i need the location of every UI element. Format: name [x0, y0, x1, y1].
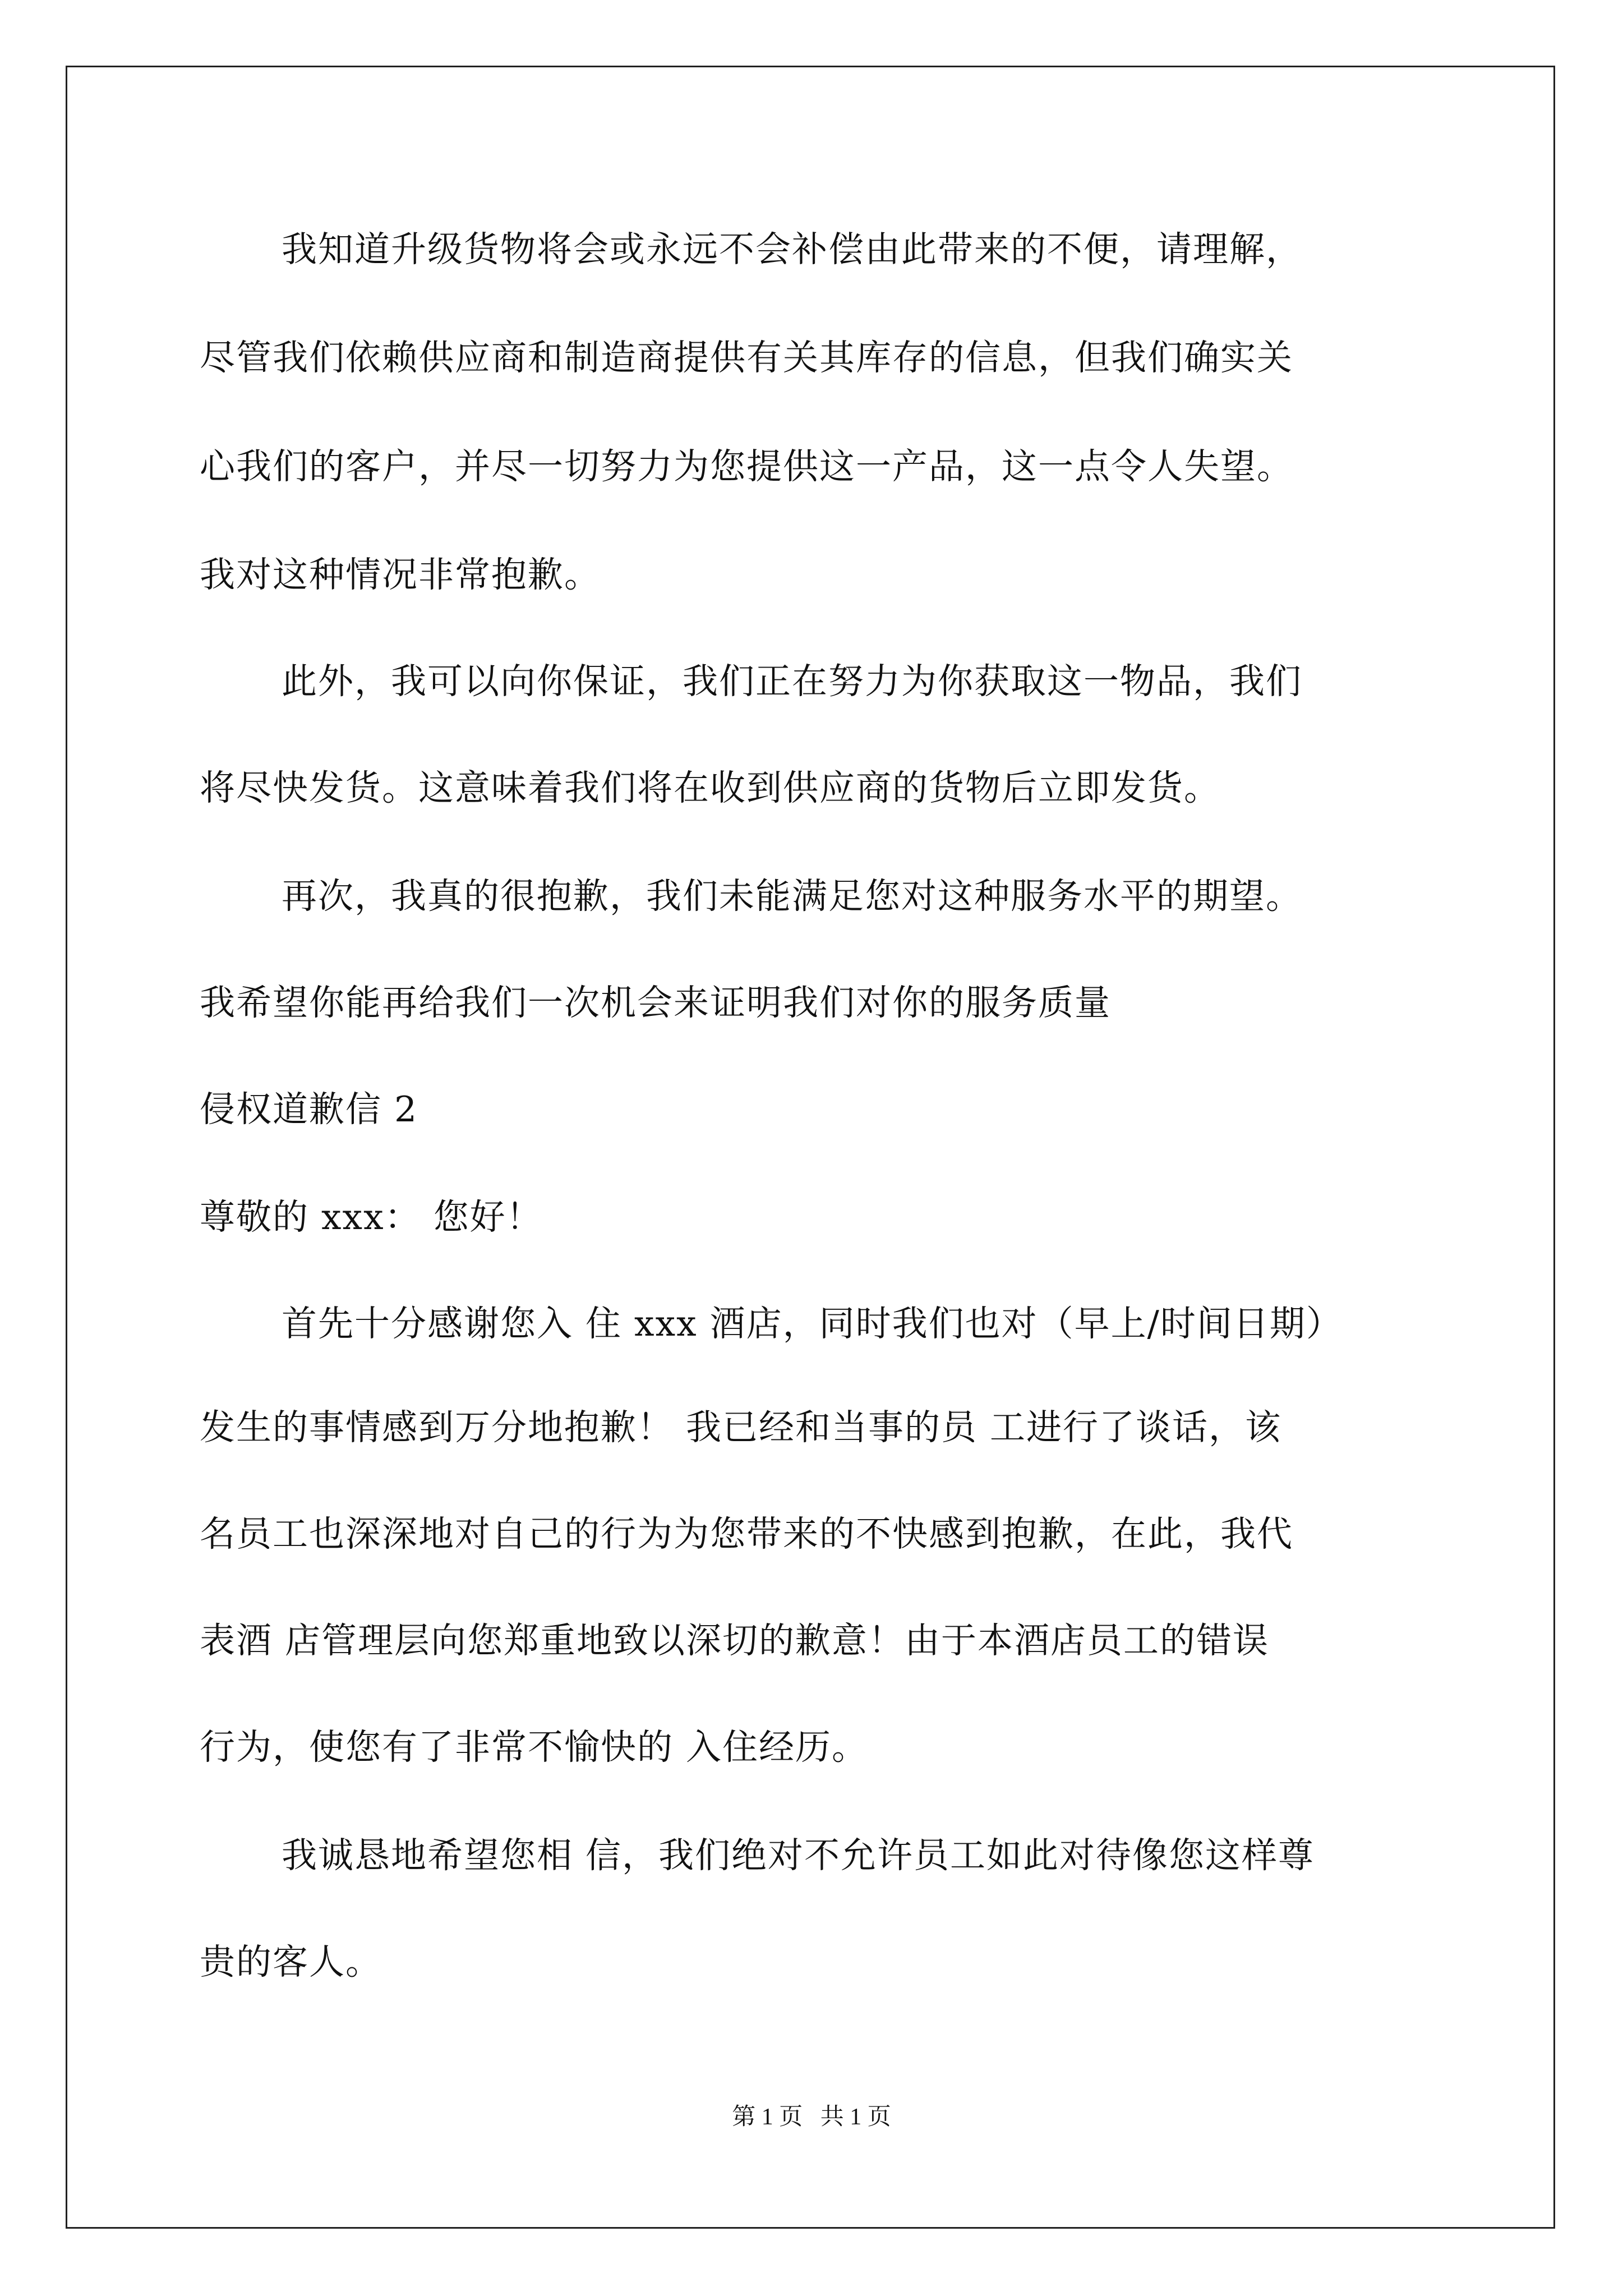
page-border — [66, 66, 1555, 2229]
body-line-12: 发生的事情感到万分地抱歉！ 我已经和当事的员 工进行了谈话，该 — [200, 1407, 1282, 1448]
section-heading: 侵权道歉信 2 — [200, 1089, 418, 1130]
body-line-2: 尽管我们依赖供应商和制造商提供有关其库存的信息，但我们确实关 — [200, 337, 1293, 378]
body-line-16: 我诚恳地希望您相 信，我们绝对不允许员工如此对待像您这样尊 — [282, 1835, 1315, 1876]
body-line-3: 心我们的客户，并尽一切努力为您提供这一产品，这一点令人失望。 — [200, 446, 1293, 487]
body-line-8: 我希望你能再给我们一次机会来证明我们对你的服务质量 — [200, 982, 1111, 1023]
body-line-1: 我知道升级货物将会或永远不会补偿由此带来的不便，请理解， — [282, 229, 1302, 270]
body-line-7: 再次，我真的很抱歉，我们未能满足您对这种服务水平的期望。 — [282, 876, 1302, 917]
body-line-6: 将尽快发货。这意味着我们将在收到供应商的货物后立即发货。 — [200, 767, 1220, 808]
page-footer: 第 1 页 共 1 页 — [732, 2104, 891, 2130]
body-line-11: 首先十分感谢您入 住 xxx 酒店，同时我们也对（早上/时间日期） — [282, 1303, 1343, 1344]
salutation: 尊敬的 xxx： 您好！ — [200, 1197, 543, 1237]
body-line-5: 此外，我可以向你保证，我们正在努力为你获取这一物品，我们 — [282, 661, 1302, 702]
body-line-17: 贵的客人。 — [200, 1941, 382, 1982]
body-line-15: 行为，使您有了非常不愉快的 入住经历。 — [200, 1727, 869, 1768]
body-line-14: 表酒 店管理层向您郑重地致以深切的歉意！由于本酒店员工的错误 — [200, 1620, 1270, 1661]
body-line-4: 我对这种情况非常抱歉。 — [200, 554, 601, 595]
body-line-13: 名员工也深深地对自己的行为为您带来的不快感到抱歉，在此，我代 — [200, 1513, 1293, 1554]
